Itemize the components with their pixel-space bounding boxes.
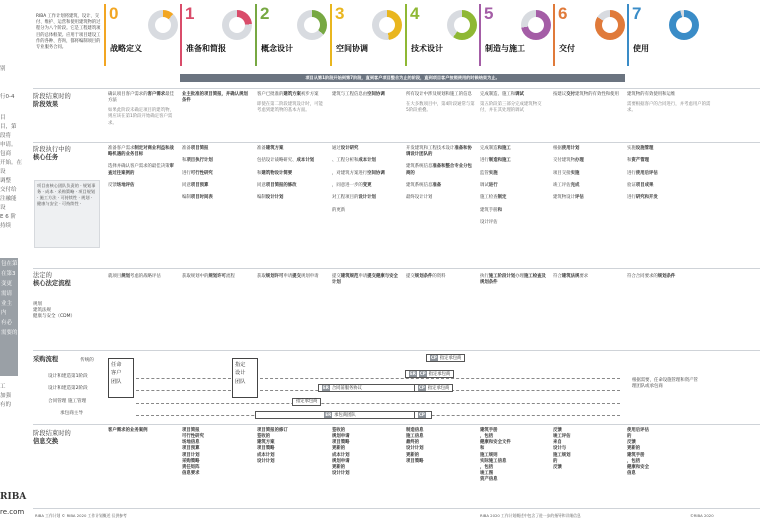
procurement-line: 合同管理 施工管理 [48,399,87,404]
row-label-process: 法定的 核心法定流程 规划 建筑法规 健康与安全（CDM） [33,272,75,320]
stage-name: 技术设计 [411,44,443,53]
statutory-process-cell: 符合合同要求的规划条件 [627,274,676,279]
appoint-client-team-box: 任命 客户 团队 [108,358,134,398]
outcome-cell: 所有设计中涉及规划和施工的信息 在大多数项目中，第4阶段通常与第5阶段重叠。 [406,92,475,114]
outcome-cell: 完成制造、施工和调试 第五阶段第三部分完成建筑物交付，并在其处理的调试 [480,92,542,114]
cp-tag: CP [419,371,426,376]
website-text: re.com [0,508,25,516]
info-exchange-cell: 使用后评估 的 反馈 更新的 建筑手册 ，包括 健康和安全 信息 [627,428,649,477]
left-strip-text: 设 [0,205,6,211]
info-exchange-cell: 签收的 规划申请 项目策略 更新的 成本计划 规划申请 更新的 设计计划 [332,428,350,477]
left-strip-text: 有的 [0,402,12,408]
core-task-cell: 完成制造和施工 进行制造和施工 监管实施 调试进行 施工检查制定 建筑手册和 设计评估 [480,146,511,225]
left-strip-text: 加强 [0,393,12,399]
left-strip-text: 行0-4 [0,94,15,100]
left-strip-text: 持续 [0,223,12,229]
cp-tag: CP [419,385,425,390]
statutory-process-cell: 就项目规划考虑的战略评估 [108,274,161,279]
stage-number: 0 [109,4,119,23]
cp-pill [414,411,432,419]
contractor-team-pill: ER 承包商团队 [255,411,425,419]
left-strip-text: 段将 [0,133,12,139]
row-label-procurement: 采购流程 传统的 [33,356,94,363]
outcome-cell: 按建议交付建筑物的有效性和使用 [553,92,619,97]
procurement-line: 承包商主导 [60,411,83,416]
er-tag: ER [323,385,329,390]
statutory-process-cell: 提交建筑规范申请提交健康与安全计划 [332,274,398,286]
stage-number: 2 [260,4,270,23]
stage-ring-icon [447,10,477,40]
outcome-cell: 建筑物的有效使用和运维 需要根据客户的合同进行，并考虑用户的需求。 [627,92,711,114]
info-exchange-cell: 项目简报 可行性研究 场地信息 项目预算 项目计划 采购策略 责任矩阵 信息要求 [182,428,204,477]
stage-ring-icon [521,10,551,40]
left-strip-text: 申请。 [0,142,17,148]
stage-name: 制造与施工 [485,44,525,53]
appoint-contractor-pill: 指定承包商 [292,398,321,406]
stage-number: 7 [632,4,642,23]
procurement-line: 设计和建造第1阶段 [48,374,88,379]
appoint-contractor-pill: CP 指定承包商 [414,384,453,392]
left-strip-text: 工 [0,384,6,390]
appoint-design-team-box: 指定 设计 团队 [232,358,258,398]
core-task-cell: 通过设计研究 、工程分析和成本计划 ，对建筑方案进行空间协调 ，同意进一步的变更 对工程项目的设计计划 的更新 [332,146,385,213]
core-note-box: 项目由核心团队负责的 · 规划事务 · 成本 · 采购策略 · 项目规划 · 施工方法 · 可持续性 · 规划 · 健康与安全 · 可持续性 · [34,180,100,248]
outcome-cell: 建筑与工程信息由空间协调 [332,92,385,97]
core-task-cell: 准备客户需求制定对商业利益和战略机遇的业务目标 选择并确认客户需求的最佳决策审查过往案例的 反馈场地评估 [108,146,174,188]
row-label-info: 阶段结束时的 信息交换 [33,430,71,446]
stage-ring-icon [372,10,402,40]
footer-copyright: ©RIBA 2020 [690,513,714,518]
stage-ring-icon [297,10,327,40]
row-divider [33,424,760,425]
info-exchange-cell: 客户需求的业务案例 [108,428,148,433]
appoint-contractor-pill: CP 指定承包商 [426,354,465,362]
stage-1 [180,4,255,66]
core-task-cell: 准备项目简报 和项目执行计划 进行可行性研究 同意项目预算 编制项目时间表 [182,146,213,201]
stage-banner: 项目从第1阶段开始到第7阶段，直到客户项目整合为止的阶段，直到项目客户按照使用的时候结束为止。 [180,74,625,82]
row-label-core: 阶段执行中的 核心任务 [33,146,71,162]
statutory-process-cell: 符合建筑法规要求 [553,274,589,279]
stage-6 [553,4,627,66]
row-divider [33,88,760,89]
info-exchange-cell: 制造信息 施工信息 最终的 设计计划 更新的 项目策略 [406,428,424,464]
left-strip-text: 目 [0,115,6,121]
core-task-cell: 准备建筑方案 包括设计战略研究、成本计划 和建筑物设计简要 同意项目简报的修改 编制设计计划 [257,146,315,201]
outcome-cell: 客户已批准的建筑方案初步方案 即使在第二阶段建筑设计时，可能考虑到建筑物的基本方面。 [257,92,323,114]
left-strip-text: 开始。在 [0,160,23,166]
footer-left: RIBA 工作计划 © RIBA 2020 工作计划概述 仅供参考 [35,513,127,518]
core-task-cell: 根据使用计划 交付建筑物办理 项目交接实施 竣工评估完成 建筑物设计评估 [553,146,584,201]
row-divider [33,142,760,143]
er-tag: ER [410,371,416,376]
stage-ring-icon [222,10,252,40]
left-strip-text: 设 [0,169,6,175]
left-strip-text: 别 [0,66,6,72]
stage-3 [330,4,405,66]
info-exchange-cell: 反馈 竣工评估 来自 设计与 施工规划 的 反馈 [553,428,571,470]
riba-logo: RIBA [0,492,27,502]
outcome-cell: 业主批准的项目简报，并确认规划条件 [182,92,248,104]
left-strip-text: E 6 阶 [0,214,16,220]
left-strip-text: 调整 [0,178,12,184]
stage-name: 概念设计 [261,44,293,53]
statutory-process-cell: 执行施工阶段计划办理施工检查及规划条件 [480,274,546,286]
stage-number: 4 [410,4,420,23]
statutory-process-cell: 获取规划许可申请提交规划申请 [257,274,319,279]
dashed-connector [136,403,620,404]
row-divider [33,268,760,269]
footer-right: RIBA 2020 工作计划概述中包含了进一步的指导和详细信息 [480,513,581,518]
info-exchange-cell: 建筑手册 ，包括 健康和安全文件 和 施工规则 实际施工信息 ，包括 竣工图 资产信息 [480,428,511,483]
stage-header [104,4,760,66]
stage-5 [479,4,553,66]
left-strip-text: 交付给 [0,187,17,193]
dashed-connector [260,378,620,379]
cp-tag: CP [431,355,437,360]
row-label-outcome: 阶段结束时的 阶段效果 [33,93,71,109]
stage-0 [104,4,180,66]
stage-name: 空间协调 [336,44,368,53]
dashed-connector [136,378,231,379]
info-exchange-cell: 项目简报的修订 签收的 建筑方案 项目策略 成本计划 设计计划 [257,428,288,464]
pcsa-pill: ER 合同前服务协议 [318,384,418,392]
stage-ring-icon [669,10,699,40]
left-strip-text: 包商 [0,151,12,157]
statutory-process-cell: 提交规划条件的资料 [406,274,446,279]
statutory-process-cell: 获取规划中的规划许可流程 [182,274,235,279]
stage-4 [405,4,479,66]
intro-description: RIBA 工作计划将建筑、设计、交付、维护、运营和使用建筑物的过程分为八个阶段。它是工程建筑项目的总体框架。应用于项目建设工作的各种、咨询，都将编制项目的专业服务合同。 [36,14,101,51]
left-cutoff-strip [0,0,23,524]
row-divider [33,350,760,351]
core-task-cell: 实施设施管理 和资产管理 进行使用后评估 验证项目成果 进行研究和开发 [627,146,658,201]
stage-2 [255,4,330,66]
stage-name: 使用 [633,44,649,53]
stage-number: 5 [484,4,494,23]
procurement-line: 设计和建造第2阶段 [48,386,88,391]
stage-ring-icon [148,10,178,40]
stage-number: 6 [558,4,568,23]
core-task-cell: 开发建筑和工程技术设计准备和协调设计团队的 建筑系统信息准备和整合专业分包商的 建筑系统信息准备 最终设计计划 [406,146,472,201]
left-strip-text: 注融能 [0,196,17,202]
er-tag: ER [325,412,332,417]
stage-name: 交付 [559,44,575,53]
stage-name: 准备和简报 [186,44,226,53]
facility-note: 根据需要，任命设施管理和资产管理团队或承包商 [632,378,698,390]
stage-name: 战略定义 [110,44,142,53]
cp-tag: CP [419,412,425,417]
stage-number: 1 [185,4,195,23]
outcome-cell: 确认项目客户需求的客户需求最佳方法 如果此阶段未确定项目的建筑物，则应该在第1阶段开始确定客户需求。 [108,92,174,126]
dashed-connector [136,390,231,391]
row-divider [33,508,760,509]
left-grey-box: 包在第3 在第3 变更 需请 业主 内 有必 需要的 [0,258,18,376]
left-strip-text: 目，第 [0,124,17,130]
stage-number: 3 [335,4,345,23]
stage-ring-icon [595,10,625,40]
appoint-contractor-pill: ER CP 指定承包商 [405,370,454,378]
stage-7 [627,4,760,66]
